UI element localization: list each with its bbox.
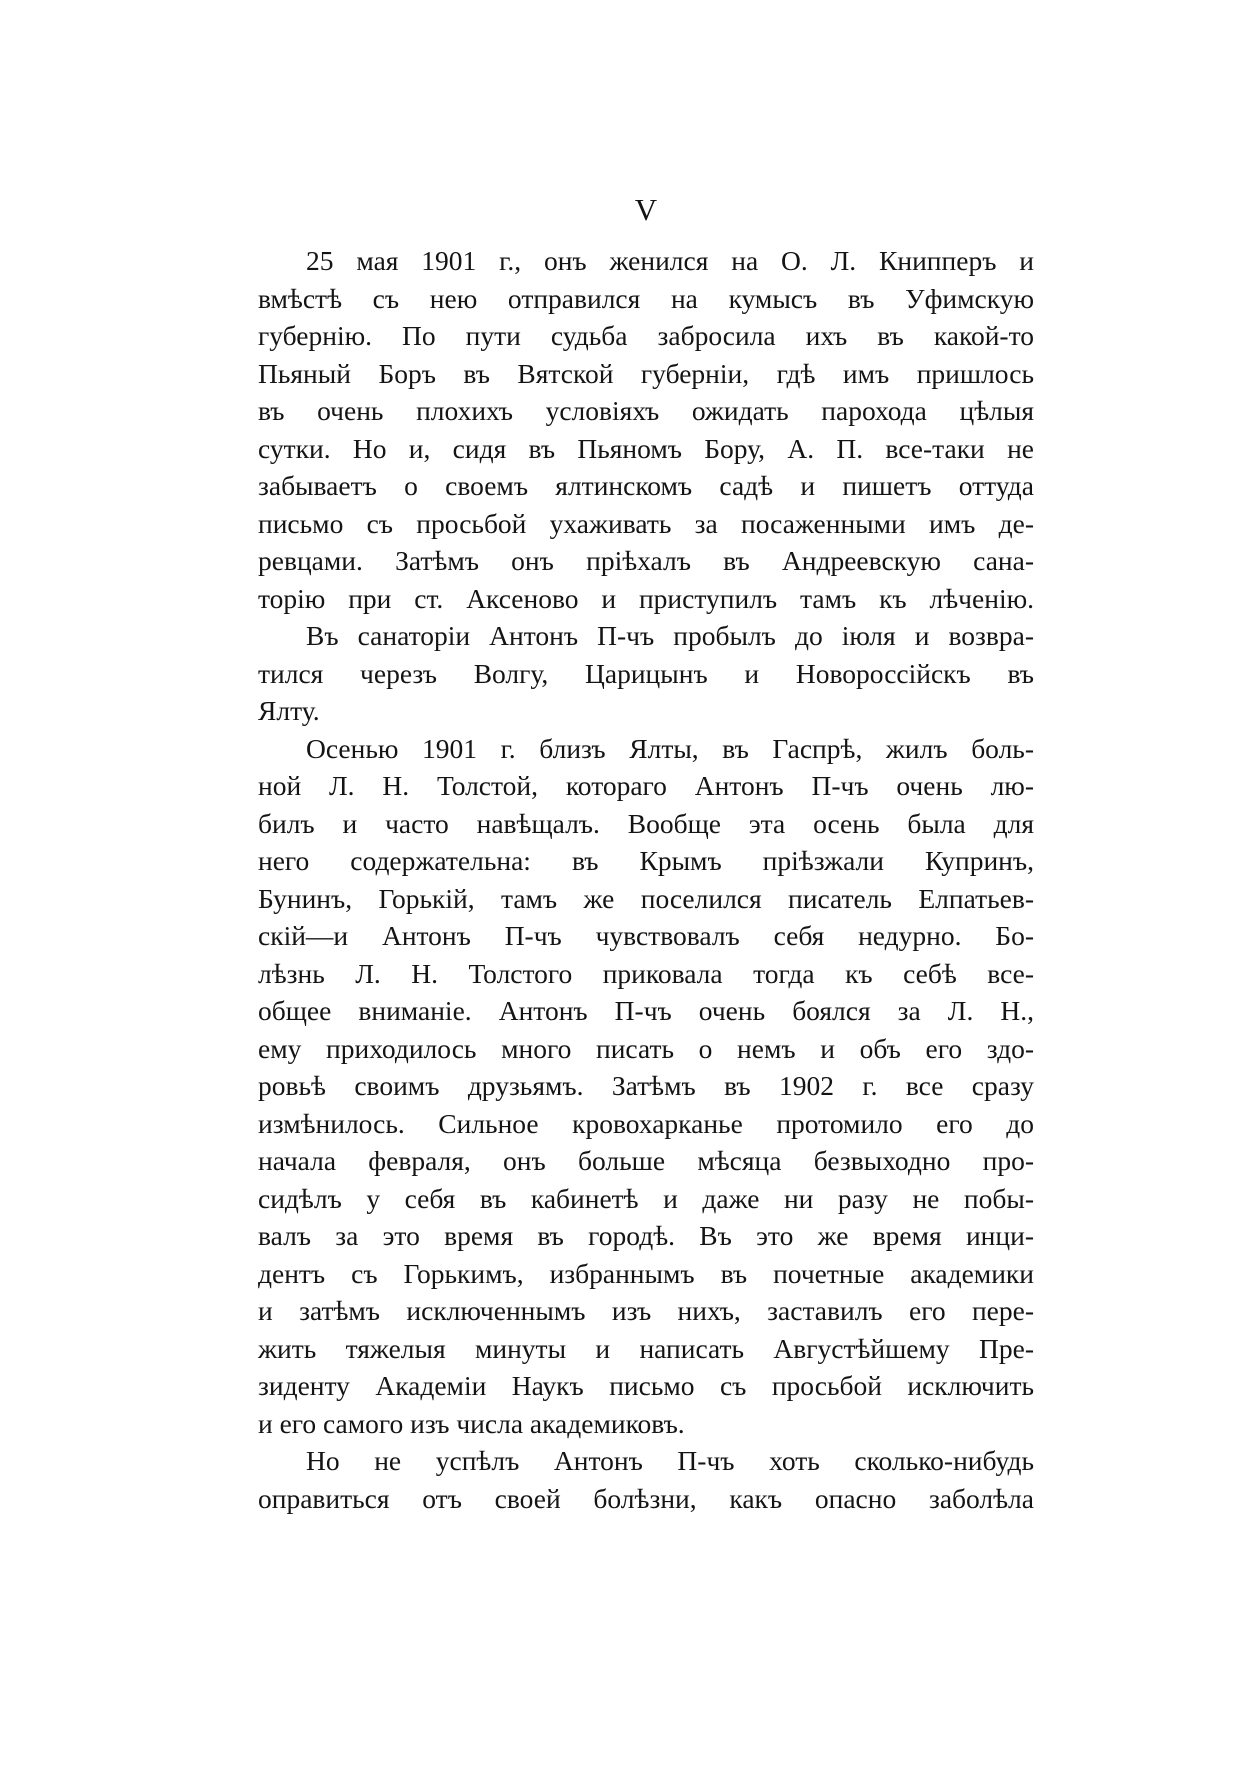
text-line: и затѣмъ исключеннымъ изъ нихъ, заставилъ его пере- — [258, 1295, 1034, 1326]
text-line: губернію. По пути судьба забросила ихъ въ какой-то — [258, 320, 1034, 351]
text-line: забываетъ о своемъ ялтинскомъ садѣ и пишетъ оттуда — [258, 470, 1034, 501]
text-line: торію при ст. Аксеново и приступилъ тамъ къ лѣченію. — [258, 582, 1034, 614]
text-line: Въ санаторіи Антонъ П-чъ пробылъ до іюля и возвра- — [306, 620, 1034, 651]
paragraph — [258, 1442, 1034, 1517]
text-line: него содержательна: въ Крымъ пріѣзжали Купринъ, — [258, 845, 1034, 876]
text-line: оправиться отъ своей болѣзни, какъ опасно заболѣла — [258, 1482, 1034, 1514]
text-line: дентъ съ Горькимъ, избраннымъ въ почетные академики — [258, 1257, 1034, 1289]
page-body — [258, 190, 1034, 1517]
text-line: жить тяжелыя минуты и написать Августѣйшему Пре- — [258, 1332, 1034, 1364]
text-line: сидѣлъ у себя въ кабинетѣ и даже ни разу не побы- — [258, 1182, 1034, 1214]
text-line: Но не успѣлъ Антонъ П-чъ хоть сколько-нибудь — [306, 1445, 1034, 1476]
text-line: Ялту. — [258, 695, 320, 726]
text-line: Осенью 1901 г. близъ Ялты, въ Гаспрѣ, жилъ боль- — [306, 732, 1034, 764]
text-line: измѣнилось. Сильное кровохарканье протомило его до — [258, 1107, 1034, 1139]
text-line: 25 мая 1901 г., онъ женился на О. Л. Книпперъ и — [306, 245, 1034, 276]
text-line: Пьяный Боръ въ Вятской губерніи, гдѣ имъ пришлось — [258, 357, 1034, 389]
text-line: и его самого изъ числа академиковъ. — [258, 1407, 685, 1439]
text-line: ему приходилось много писать о немъ и объ его здо- — [258, 1032, 1034, 1064]
text-line: лѣзнь Л. Н. Толстого приковала тогда къ себѣ все- — [258, 957, 1034, 989]
paragraph — [258, 242, 1034, 617]
text-line: ревцами. Затѣмъ онъ пріѣхалъ въ Андреевскую сана- — [258, 545, 1034, 576]
text-line: сутки. Но и, сидя въ Пьяномъ Бору, А. П. все-таки не — [258, 432, 1034, 464]
text-line: вмѣстѣ съ нею отправился на кумысъ въ Уфимскую — [258, 282, 1034, 314]
text-line: зиденту Академіи Наукъ письмо съ просьбой исключить — [258, 1370, 1034, 1401]
paragraph — [258, 730, 1034, 1443]
text-line: въ очень плохихъ условіяхъ ожидать парохода цѣлыя — [258, 395, 1034, 426]
text-line: письмо съ просьбой ухаживать за посаженными имъ де- — [258, 507, 1034, 539]
text-line: билъ и часто навѣщалъ. Вообще эта осень была для — [258, 807, 1034, 839]
paragraph — [258, 617, 1034, 730]
text-line: ной Л. Н. Толстой, котораго Антонъ П-чъ очень лю- — [258, 770, 1034, 801]
text-line: валъ за это время въ городѣ. Въ это же время инци- — [258, 1220, 1034, 1251]
text-line: скій—и Антонъ П-чъ чувствовалъ себя недурно. Бо- — [258, 920, 1034, 951]
text-line: начала февраля, онъ больше мѣсяца безвыходно про- — [258, 1145, 1034, 1176]
text-line: тился черезъ Волгу, Царицынъ и Новороссійскъ въ — [258, 657, 1034, 689]
text-line: Бунинъ, Горькій, тамъ же поселился писатель Елпатьев- — [258, 882, 1034, 914]
text-line: ровьѣ своимъ друзьямъ. Затѣмъ въ 1902 г. все сразу — [258, 1070, 1034, 1101]
chapter-heading: V — [634, 192, 658, 227]
text-line: общее вниманіе. Антонъ П-чъ очень боялся за Л. Н., — [258, 995, 1034, 1026]
